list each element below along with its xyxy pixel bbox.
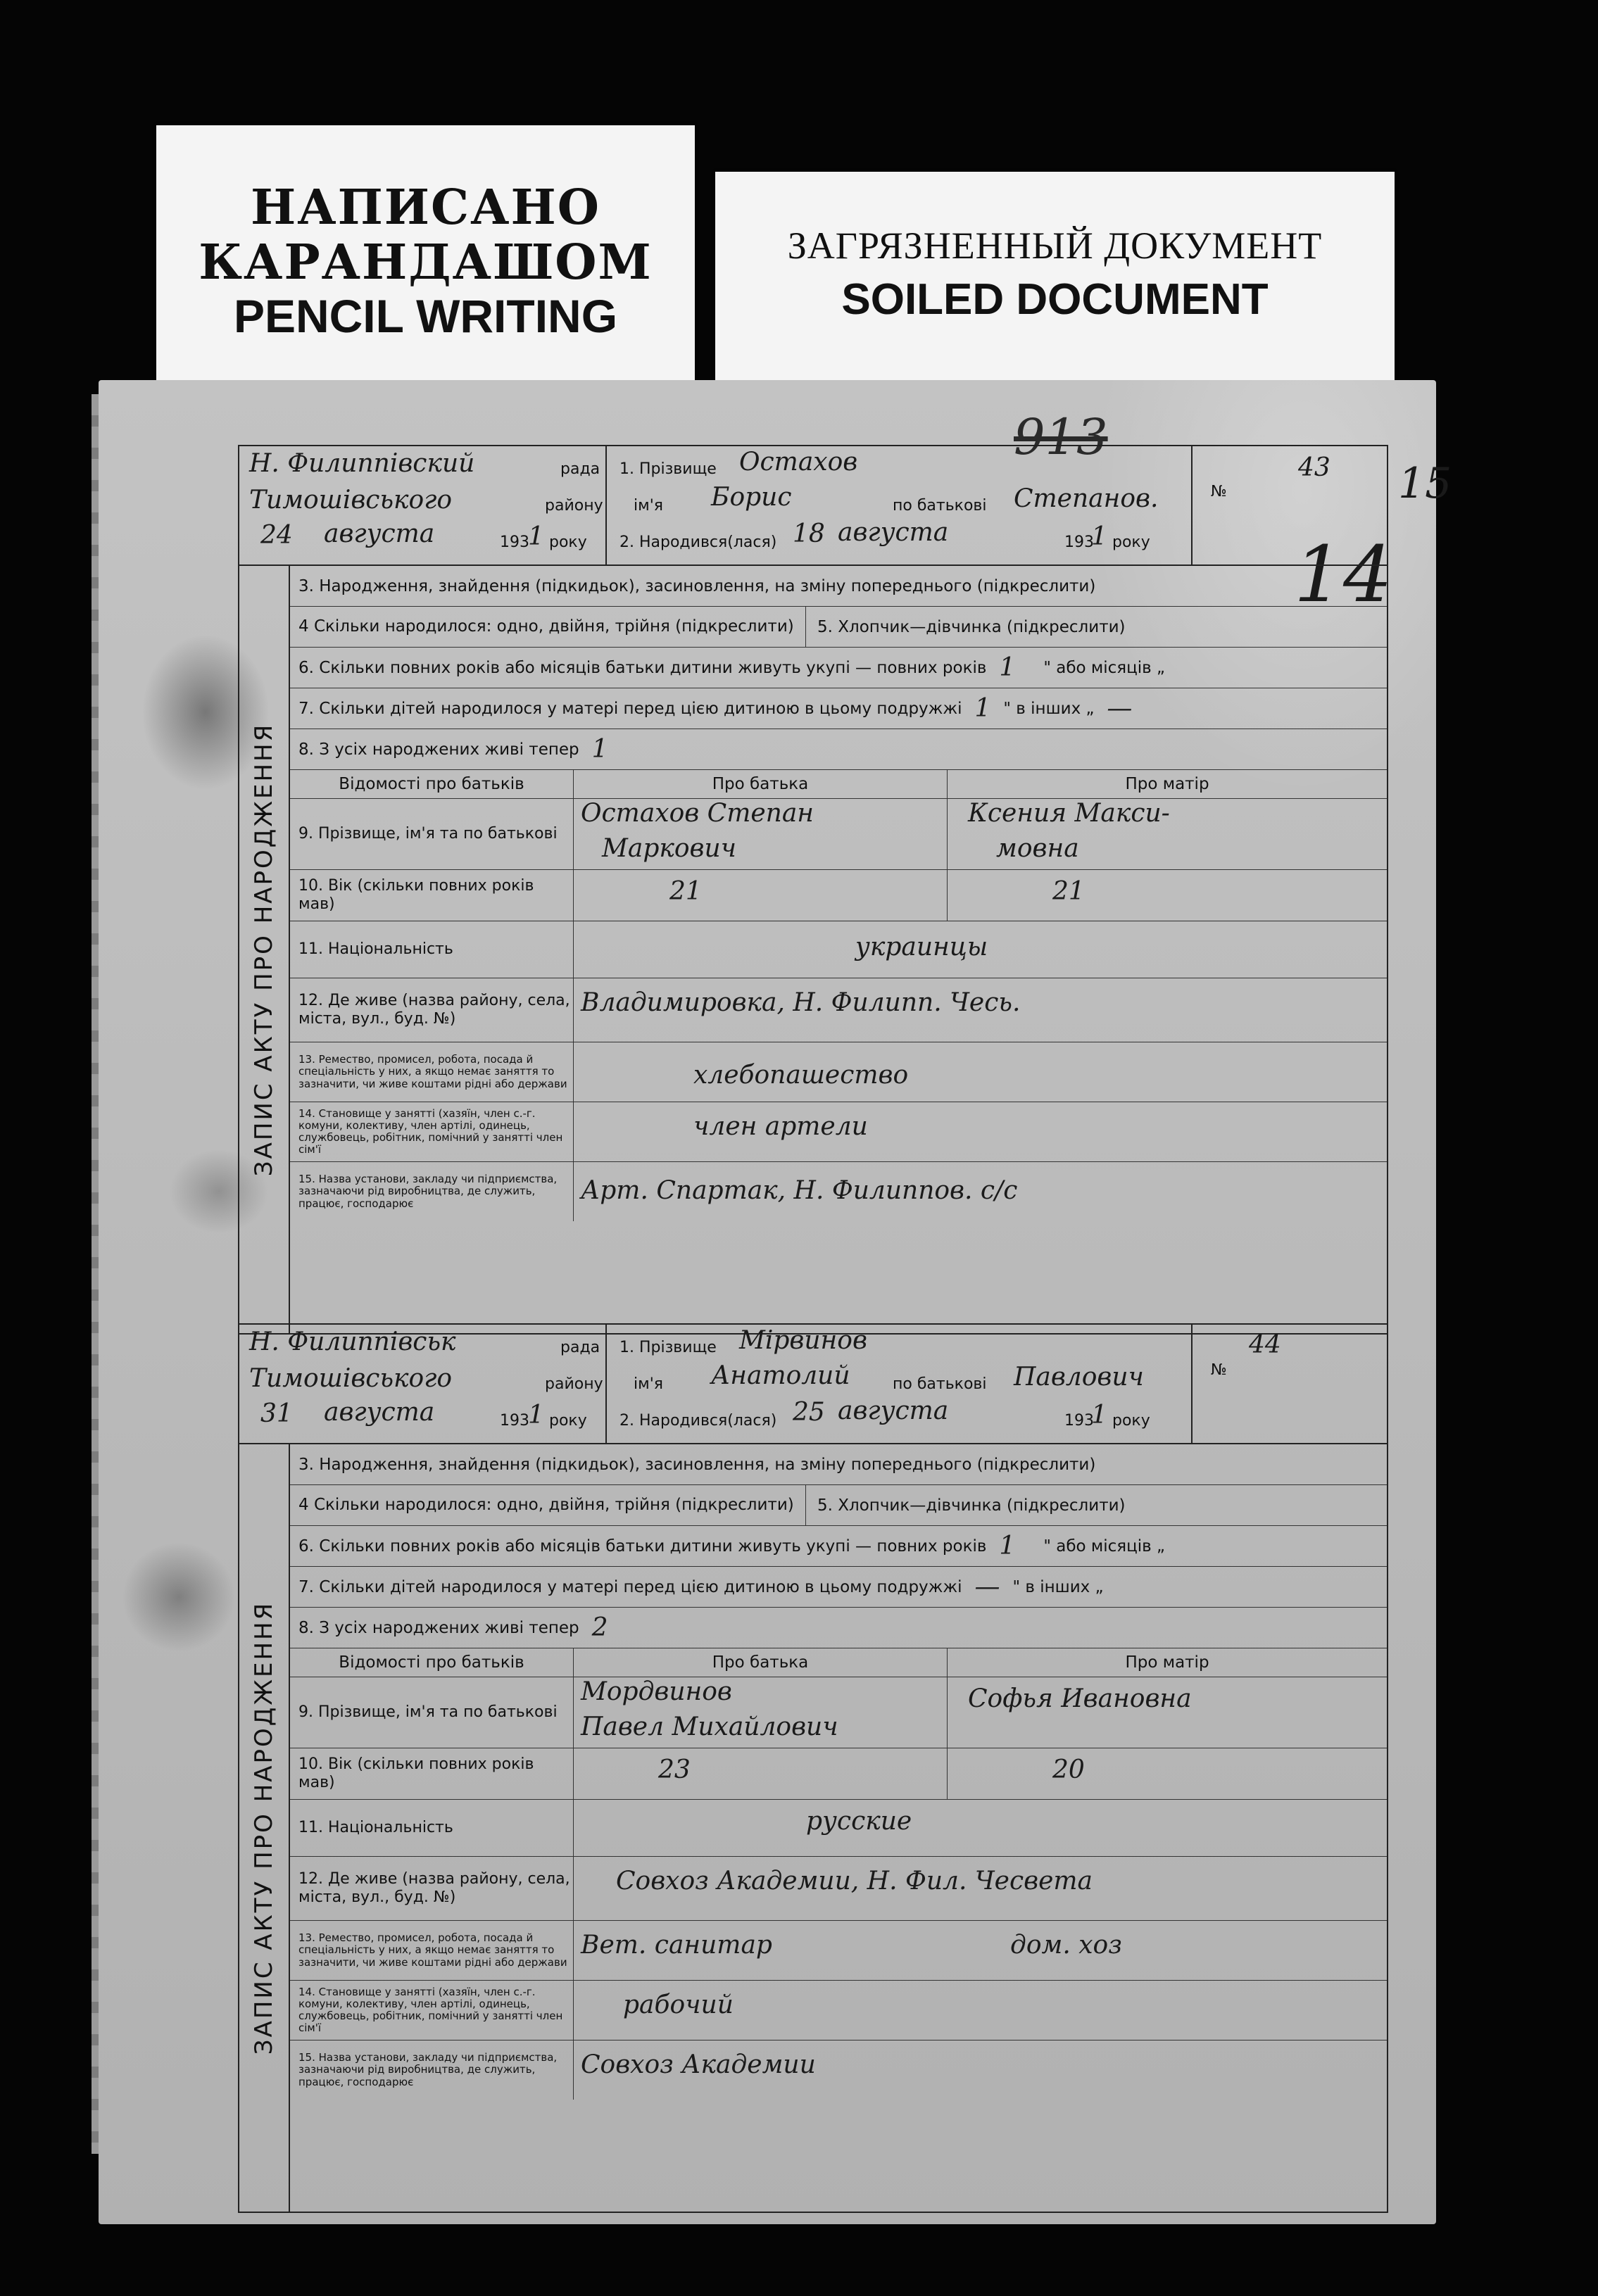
year-prefix: 193 — [1064, 534, 1094, 551]
raion-label: району — [545, 497, 603, 515]
patronymic-value: Павлович — [1014, 1363, 1144, 1392]
rada-value: Н. Филиппівськ — [249, 1327, 456, 1356]
label-line: PENCIL WRITING — [233, 290, 618, 343]
father-patronymic: Маркович — [602, 834, 737, 863]
registration-block — [239, 1325, 607, 1443]
row-9 — [290, 1677, 1387, 1748]
parents-info-heading: Відомості про батьків — [339, 1653, 524, 1672]
row-label: 10. Вік (скільки повних років мав) — [290, 870, 574, 921]
row-label: 15. Назва установи, закладу чи підприємства, зазначаючи рід виробництва, де служить, працює, господарює — [290, 2040, 574, 2100]
row-9 — [290, 799, 1387, 870]
patronymic-label: по батькові — [893, 497, 987, 515]
line-text: 6. Скільки повних років або місяців батьки дитини живуть укупі — повних років — [298, 658, 987, 677]
row-label: 14. Становище у занятті (хазяїн, член с.-г. комуни, колективу, член артілі, одинець, службовець, робітник, помічний у занятті член сім'ї — [290, 1102, 574, 1161]
line-6 — [290, 1526, 1387, 1567]
label-line: КАРАНДАШОМ — [199, 234, 653, 291]
number-block — [1191, 1325, 1387, 1443]
line-3 — [290, 1444, 1387, 1485]
number-label: № — [1211, 483, 1227, 500]
reg-month: августа — [324, 1398, 435, 1427]
label-line: НАПИСАНО — [250, 179, 601, 236]
name-value: Борис — [711, 483, 792, 512]
row-label: 13. Ремество, промисел, робота, посада й спеціальність у них, а якщо немає заняття то зазначити, чи живе коштами рідні або держави — [290, 1921, 574, 1980]
line-text: 4 Скільки народилося: одно, двійня, трійня (підкреслити) — [298, 1485, 806, 1525]
child-block — [605, 1325, 1195, 1443]
line-7 — [290, 1567, 1387, 1608]
name-label: ім'я — [634, 497, 663, 515]
row-15 — [290, 1162, 1387, 1221]
year-prefix: 193 — [500, 1412, 529, 1430]
line-text: 8. З усіх народжених живі тепер — [298, 1618, 579, 1637]
row-12 — [290, 1857, 1387, 1921]
side-title — [239, 1444, 290, 2212]
occupation-value: хлебопашество — [693, 1061, 909, 1090]
rada-value: Н. Филиппівский — [249, 449, 475, 478]
rok-label: року — [549, 1412, 587, 1430]
birth-year: 1 — [1091, 1401, 1107, 1430]
row-label: 14. Становище у занятті (хазяїн, член с.-г. комуни, колективу, член артілі, одинець, службовець, робітник, помічний у занятті член сім'ї — [290, 1981, 574, 2040]
line-text: 5. Хлопчик—дівчинка (підкреслити) — [817, 617, 1126, 636]
birth-record-form — [238, 445, 1388, 1335]
patronymic-label: по батькові — [893, 1375, 987, 1393]
children-other-value: — — [1107, 694, 1133, 723]
surname-label: 1. Прізвище — [619, 1339, 717, 1356]
line-4-5 — [290, 1485, 1387, 1526]
children-before-value: — — [974, 1572, 1000, 1601]
name-label: ім'я — [634, 1375, 663, 1393]
record-header — [238, 445, 1388, 564]
row-label: 9. Прізвище, ім'я та по батькові — [290, 1677, 574, 1748]
line-8 — [290, 1608, 1387, 1648]
father-patronymic: Павел Михайлович — [581, 1712, 838, 1741]
parents-header — [290, 1648, 1387, 1677]
patronymic-value: Степанов. — [1014, 484, 1159, 513]
row-14 — [290, 1981, 1387, 2040]
father-age: 23 — [658, 1755, 691, 1784]
occupation-value: Вет. санитар — [581, 1931, 772, 1960]
label-line: SOILED DOCUMENT — [841, 275, 1269, 324]
side-title-text: ЗАПИС АКТУ ПРО НАРОДЖЕННЯ — [250, 1601, 278, 2055]
soiled-document-label — [715, 172, 1395, 393]
rok-label: року — [549, 534, 587, 551]
row-label: 9. Прізвище, ім'я та по батькові — [290, 799, 574, 869]
line-7 — [290, 688, 1387, 729]
row-label: 10. Вік (скільки повних років мав) — [290, 1748, 574, 1799]
alive-now-value: 1 — [591, 735, 608, 764]
line-text: 7. Скільки дітей народилося у матері перед цією дитиною в цьому подружжі — [298, 699, 962, 718]
crossed-number: 913 — [1014, 408, 1108, 466]
born-label: 2. Народився(лася) — [619, 534, 777, 551]
status-value: член артели — [693, 1112, 868, 1141]
line-3 — [290, 566, 1387, 607]
nationality-value: украинцы — [855, 933, 988, 961]
birth-record-form — [238, 1323, 1388, 2213]
registration-block — [239, 446, 607, 564]
row-14 — [290, 1102, 1387, 1162]
row-label: 12. Де живе (назва району, села, міста, вул., буд. №) — [290, 1857, 574, 1920]
reg-year: 1 — [528, 1401, 544, 1430]
row-12 — [290, 978, 1387, 1042]
line-4-5 — [290, 607, 1387, 648]
line-text: " або місяців „ — [1043, 1537, 1165, 1556]
mother-age: 20 — [1052, 1755, 1085, 1784]
raion-value: Тимошівського — [249, 486, 453, 515]
father-heading: Про батька — [712, 1653, 809, 1672]
rada-label: рада — [560, 460, 600, 478]
parents-header — [290, 770, 1387, 799]
record-body — [238, 564, 1388, 1335]
margin-number: 14 — [1294, 529, 1392, 619]
row-11 — [290, 1800, 1387, 1857]
mother-heading: Про матір — [1125, 775, 1209, 793]
line-text: 8. З усіх народжених живі тепер — [298, 740, 579, 759]
line-8 — [290, 729, 1387, 770]
row-13 — [290, 1042, 1387, 1102]
label-line: ЗАГРЯЗНЕННЫЙ ДОКУМЕНТ — [787, 225, 1323, 267]
years-together-value: 1 — [999, 653, 1016, 682]
born-label: 2. Народився(лася) — [619, 1412, 777, 1430]
row-label: 11. Національність — [290, 921, 574, 978]
children-before-value: 1 — [974, 694, 991, 723]
mother-name: Софья Ивановна — [968, 1684, 1192, 1713]
surname-label: 1. Прізвище — [619, 460, 717, 478]
reg-year: 1 — [528, 522, 544, 551]
mother-name: Ксения Макси- — [968, 799, 1170, 828]
reg-day: 24 — [260, 521, 293, 550]
row-label: 15. Назва установи, закладу чи підприємства, зазначаючи рід виробництва, де служить, працює, господарює — [290, 1162, 574, 1221]
row-label: 11. Національність — [290, 1800, 574, 1856]
line-text: " в інших „ — [1003, 699, 1095, 718]
father-name: Остахов Степан — [581, 799, 814, 828]
line-text: " або місяців „ — [1043, 658, 1165, 677]
year-prefix: 193 — [1064, 1412, 1094, 1430]
father-name: Мордвинов — [581, 1677, 732, 1706]
birth-month: августа — [838, 1396, 949, 1425]
row-10 — [290, 1748, 1387, 1800]
birth-day: 25 — [793, 1398, 825, 1427]
years-together-value: 1 — [999, 1532, 1016, 1560]
raion-value: Тимошівського — [249, 1364, 453, 1393]
side-title-text: ЗАПИС АКТУ ПРО НАРОДЖЕННЯ — [250, 722, 278, 1177]
row-15 — [290, 2040, 1387, 2100]
nationality-value: русские — [806, 1807, 912, 1836]
line-6 — [290, 648, 1387, 688]
father-heading: Про батька — [712, 775, 809, 793]
side-title — [239, 566, 290, 1333]
child-block — [605, 446, 1195, 564]
row-10 — [290, 870, 1387, 921]
line-text: 6. Скільки повних років або місяців батьки дитини живуть укупі — повних років — [298, 1537, 987, 1556]
reg-month: августа — [324, 519, 435, 548]
address-value: Владимировка, Н. Филипп. Чесь. — [581, 988, 1021, 1017]
margin-number: 15 — [1398, 459, 1452, 508]
line-text: 3. Народження, знайдення (підкидьок), засиновлення, на зміну попереднього (підкреслити) — [298, 576, 1096, 595]
rada-label: рада — [560, 1339, 600, 1356]
line-text: " в інших „ — [1012, 1577, 1104, 1596]
mother-patronymic: мовна — [996, 834, 1079, 863]
number-label: № — [1211, 1361, 1227, 1379]
row-11 — [290, 921, 1387, 978]
raion-label: району — [545, 1375, 603, 1393]
address-value: Совхоз Академии, Н. Фил. Чесвета — [616, 1867, 1093, 1896]
mother-occupation-value: дом. хоз — [1010, 1931, 1122, 1960]
line-text: 7. Скільки дітей народилося у матері перед цією дитиною в цьому подружжі — [298, 1577, 962, 1596]
row-label: 12. Де живе (назва району, села, міста, вул., буд. №) — [290, 978, 574, 1042]
row-13 — [290, 1921, 1387, 1981]
mother-heading: Про матір — [1125, 1653, 1209, 1672]
father-age: 21 — [669, 877, 702, 906]
birth-day: 18 — [793, 519, 825, 548]
parents-info-heading: Відомості про батьків — [339, 775, 524, 793]
pencil-writing-label — [156, 125, 695, 391]
birth-year: 1 — [1091, 522, 1107, 551]
record-header — [238, 1323, 1388, 1443]
row-label: 13. Ремество, промисел, робота, посада й спеціальність у них, а якщо немає заняття то зазначити, чи живе коштами рідні або держави — [290, 1042, 574, 1102]
rok-label: року — [1112, 1412, 1150, 1430]
record-number: 43 — [1298, 453, 1330, 482]
status-value: рабочий — [623, 1991, 734, 2019]
rok-label: року — [1112, 534, 1150, 551]
year-prefix: 193 — [500, 534, 529, 551]
surname-value: Остахов — [739, 448, 858, 477]
alive-now-value: 2 — [591, 1613, 608, 1642]
mother-age: 21 — [1052, 877, 1085, 906]
name-value: Анатолий — [711, 1361, 850, 1390]
record-body — [238, 1443, 1388, 2213]
institution-value: Арт. Спартак, Н. Филиппов. с/с — [581, 1176, 1018, 1205]
institution-value: Совхоз Академии — [581, 2050, 816, 2079]
record-number: 44 — [1249, 1330, 1281, 1359]
reg-day: 31 — [260, 1399, 293, 1428]
line-text: 4 Скільки народилося: одно, двійня, трійня (підкреслити) — [298, 607, 806, 647]
surname-value: Мірвинов — [739, 1326, 867, 1355]
line-text: 5. Хлопчик—дівчинка (підкреслити) — [817, 1496, 1126, 1515]
birth-month: августа — [838, 518, 949, 547]
number-block — [1191, 446, 1387, 564]
line-text: 3. Народження, знайдення (підкидьок), засиновлення, на зміну попереднього (підкреслити) — [298, 1455, 1096, 1474]
